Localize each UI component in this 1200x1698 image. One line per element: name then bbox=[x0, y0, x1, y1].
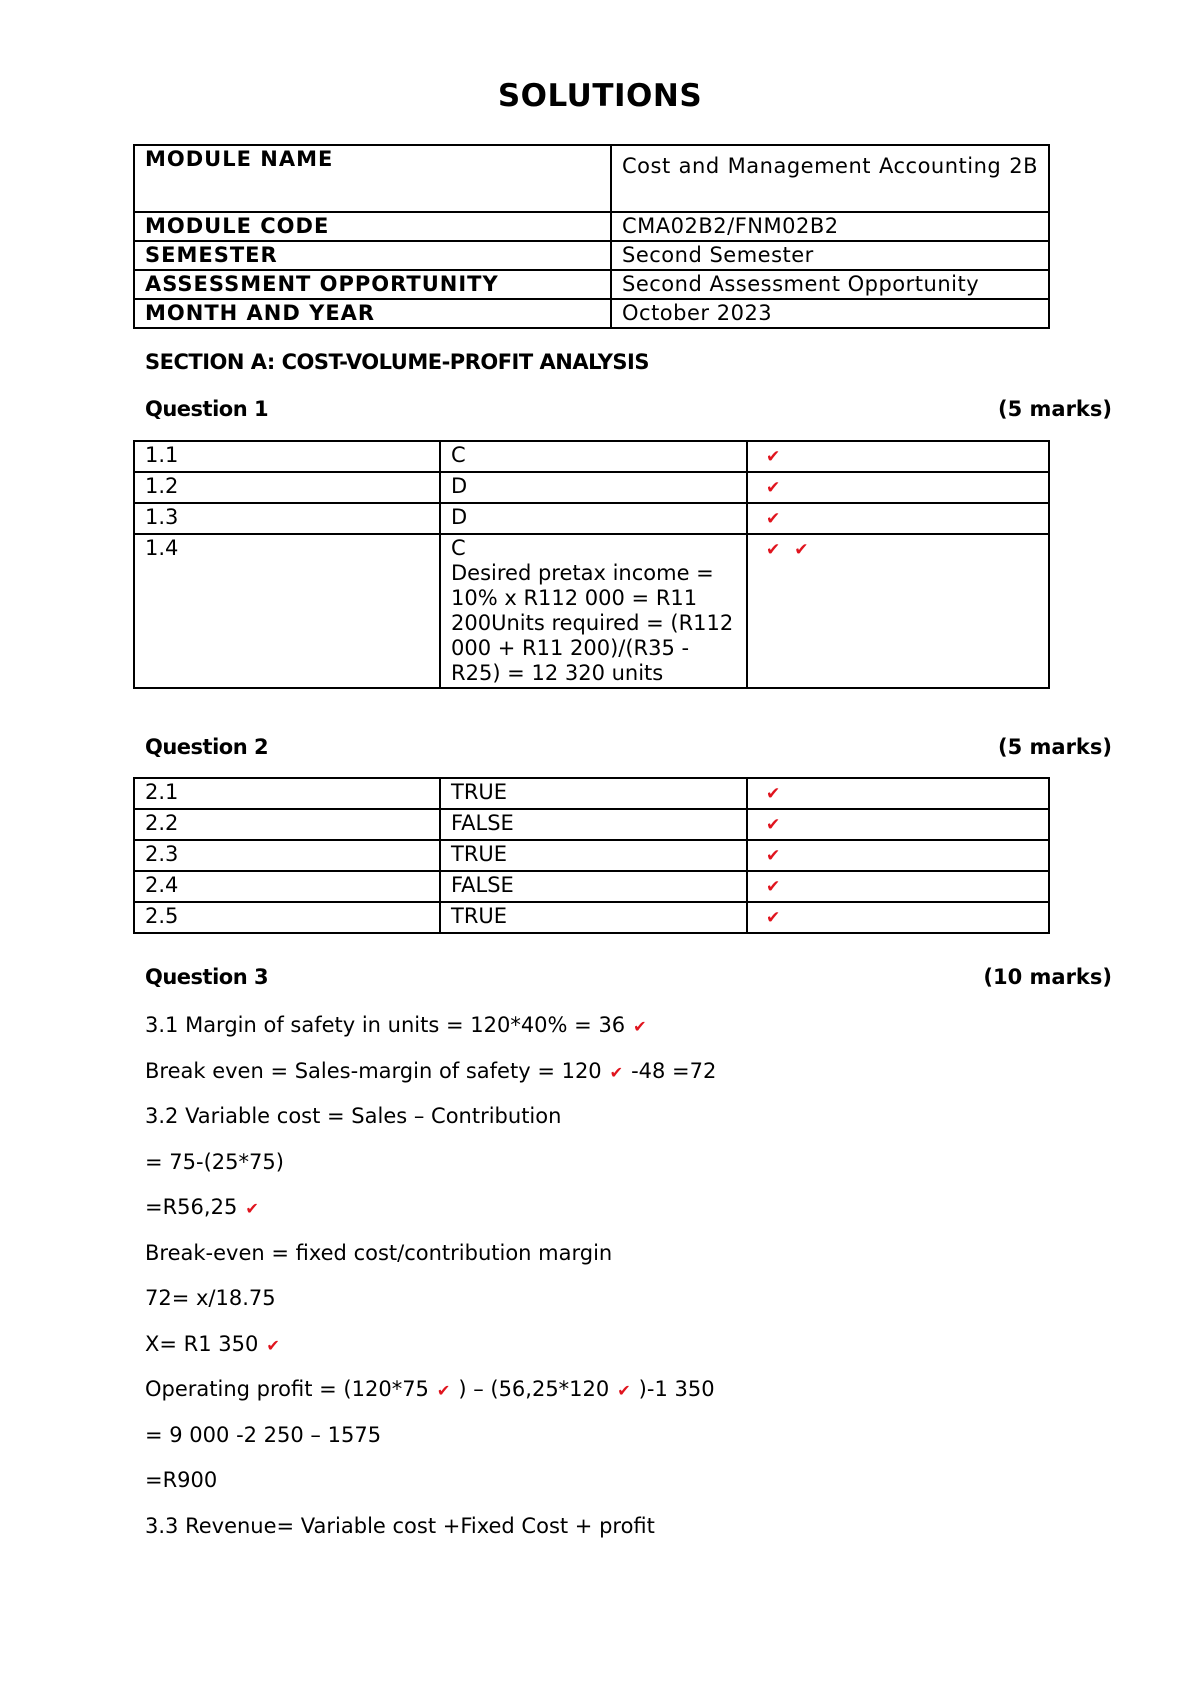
checkmark-icon: ✔ bbox=[436, 1381, 451, 1400]
answer-cell bbox=[440, 778, 747, 809]
working-text: X= R1 350 bbox=[145, 1331, 259, 1356]
question-number: 2.4 bbox=[134, 871, 440, 902]
working-line bbox=[145, 1150, 284, 1174]
info-row-month-year bbox=[134, 299, 1049, 328]
checkmark-icon: ✔ bbox=[766, 815, 781, 835]
working-text: Break even = Sales-margin of safety = 120 bbox=[145, 1058, 602, 1083]
mark-cell bbox=[747, 871, 1049, 902]
question-number: 2.1 bbox=[134, 778, 440, 809]
checkmark-icon: ✔ bbox=[766, 846, 781, 866]
working-text: 3.2 Variable cost = Sales – Contribution bbox=[145, 1104, 562, 1128]
mark-cell bbox=[747, 778, 1049, 809]
working-line bbox=[145, 1332, 288, 1356]
checkmark-icon: ✔ bbox=[766, 784, 781, 804]
working-text: =R900 bbox=[145, 1468, 218, 1492]
answer-text: D bbox=[451, 505, 468, 529]
question-2-table bbox=[133, 777, 1050, 934]
answer-row bbox=[134, 902, 1049, 933]
answer-text: C bbox=[451, 443, 466, 467]
answer-row bbox=[134, 778, 1049, 809]
mark-cell bbox=[747, 441, 1049, 472]
answer-text: TRUE bbox=[451, 904, 508, 928]
info-label: MODULE NAME bbox=[134, 145, 611, 212]
working-line bbox=[145, 1286, 276, 1310]
module-info-table bbox=[133, 144, 1050, 329]
working-text: 72= x/18.75 bbox=[145, 1286, 276, 1310]
question-2-marks: (5 marks) bbox=[998, 735, 1112, 759]
working-line bbox=[145, 1104, 561, 1128]
question-3-marks: (10 marks) bbox=[983, 965, 1112, 989]
working-text: ) – (56,25*120 bbox=[458, 1377, 610, 1401]
working-text: 3.3 Revenue= Variable cost +Fixed Cost + profit bbox=[145, 1513, 655, 1538]
checkmark-icon: ✔ bbox=[766, 877, 781, 897]
section-heading: SECTION A: COST-VOLUME-PROFIT ANALYSIS bbox=[145, 350, 649, 374]
answer-row bbox=[134, 871, 1049, 902]
checkmark-icon: ✔ bbox=[609, 1062, 624, 1082]
question-number: 1.2 bbox=[134, 472, 440, 503]
page-title: SOLUTIONS bbox=[497, 78, 703, 114]
checkmark-icon: ✔ bbox=[766, 908, 781, 928]
answer-text: C bbox=[451, 536, 466, 560]
working-line bbox=[145, 1241, 612, 1265]
question-1-table bbox=[133, 440, 1050, 689]
answer-cell bbox=[440, 840, 747, 871]
question-1-marks: (5 marks) bbox=[998, 397, 1112, 421]
question-1-heading: Question 1 bbox=[145, 397, 269, 421]
mark-cell bbox=[747, 472, 1049, 503]
info-label: SEMESTER bbox=[134, 241, 611, 270]
answer-cell bbox=[440, 809, 747, 840]
question-number: 1.1 bbox=[134, 441, 440, 472]
info-row-assessment bbox=[134, 270, 1049, 299]
working-line bbox=[145, 1059, 716, 1083]
answer-row bbox=[134, 809, 1049, 840]
working-text: = 75-(25*75) bbox=[145, 1149, 284, 1174]
working-text: -48 =72 bbox=[631, 1058, 717, 1083]
checkmark-icon: ✔ bbox=[766, 478, 781, 498]
answer-cell bbox=[440, 534, 747, 688]
answer-cell bbox=[440, 871, 747, 902]
info-value: October 2023 bbox=[611, 299, 1049, 328]
mark-cell bbox=[747, 503, 1049, 534]
answer-text: D bbox=[451, 474, 468, 498]
answer-row bbox=[134, 840, 1049, 871]
question-number: 2.5 bbox=[134, 902, 440, 933]
working-line bbox=[145, 1468, 217, 1492]
checkmark-icon: ✔ bbox=[766, 509, 781, 529]
answer-working: Desired pretax income = 10% x R112 000 = R11 200Units required = (R112 000 + R11 200)/(R35 - R25) = 12 320 units bbox=[451, 561, 734, 685]
question-number: 2.3 bbox=[134, 840, 440, 871]
checkmark-icon: ✔ bbox=[245, 1199, 259, 1218]
answer-row bbox=[134, 472, 1049, 503]
checkmark-icon: ✔ bbox=[794, 540, 809, 560]
info-value: Second Semester bbox=[611, 241, 1049, 270]
checkmark-icon: ✔ bbox=[633, 1017, 647, 1036]
answer-row bbox=[134, 534, 1049, 688]
answer-cell bbox=[440, 902, 747, 933]
answer-text: TRUE bbox=[451, 842, 508, 866]
checkmark-icon: ✔ bbox=[766, 540, 781, 560]
checkmark-icon: ✔ bbox=[266, 1335, 280, 1355]
question-number: 1.3 bbox=[134, 503, 440, 534]
checkmark-icon: ✔ bbox=[766, 447, 781, 467]
working-text: )-1 350 bbox=[638, 1377, 715, 1401]
info-row-module-code bbox=[134, 212, 1049, 241]
info-value: CMA02B2/FNM02B2 bbox=[611, 212, 1049, 241]
answer-row bbox=[134, 441, 1049, 472]
mark-cell bbox=[747, 534, 1049, 688]
question-2-heading: Question 2 bbox=[145, 735, 269, 759]
answer-text: FALSE bbox=[451, 811, 514, 835]
mark-cell bbox=[747, 840, 1049, 871]
question-number: 1.4 bbox=[134, 534, 440, 688]
answer-row bbox=[134, 503, 1049, 534]
working-line bbox=[145, 1514, 655, 1538]
working-text: 3.1 Margin of safety in units = 120*40% = 36 bbox=[145, 1013, 626, 1037]
info-label: MODULE CODE bbox=[134, 212, 611, 241]
answer-text: FALSE bbox=[451, 873, 514, 897]
question-number: 2.2 bbox=[134, 809, 440, 840]
working-line bbox=[145, 1013, 655, 1037]
working-line bbox=[145, 1377, 715, 1401]
answer-cell bbox=[440, 472, 747, 503]
answer-text: TRUE bbox=[451, 780, 508, 804]
question-3-heading: Question 3 bbox=[145, 965, 269, 989]
answer-cell bbox=[440, 441, 747, 472]
working-text: Operating profit = (120*75 bbox=[145, 1377, 429, 1401]
info-row-semester bbox=[134, 241, 1049, 270]
checkmark-icon: ✔ bbox=[617, 1381, 631, 1400]
working-text: = 9 000 -2 250 – 1575 bbox=[145, 1422, 382, 1447]
info-label: ASSESSMENT OPPORTUNITY bbox=[134, 270, 611, 299]
working-line bbox=[145, 1423, 381, 1447]
info-value: Second Assessment Opportunity bbox=[611, 270, 1049, 299]
info-row-module-name bbox=[134, 145, 1049, 212]
answer-cell bbox=[440, 503, 747, 534]
info-label: MONTH AND YEAR bbox=[134, 299, 611, 328]
mark-cell bbox=[747, 809, 1049, 840]
mark-cell bbox=[747, 902, 1049, 933]
working-line bbox=[145, 1195, 267, 1219]
working-text: =R56,25 bbox=[145, 1195, 238, 1219]
info-value: Cost and Management Accounting 2B bbox=[611, 145, 1049, 212]
working-text: Break-even = fixed cost/contribution margin bbox=[145, 1240, 613, 1265]
